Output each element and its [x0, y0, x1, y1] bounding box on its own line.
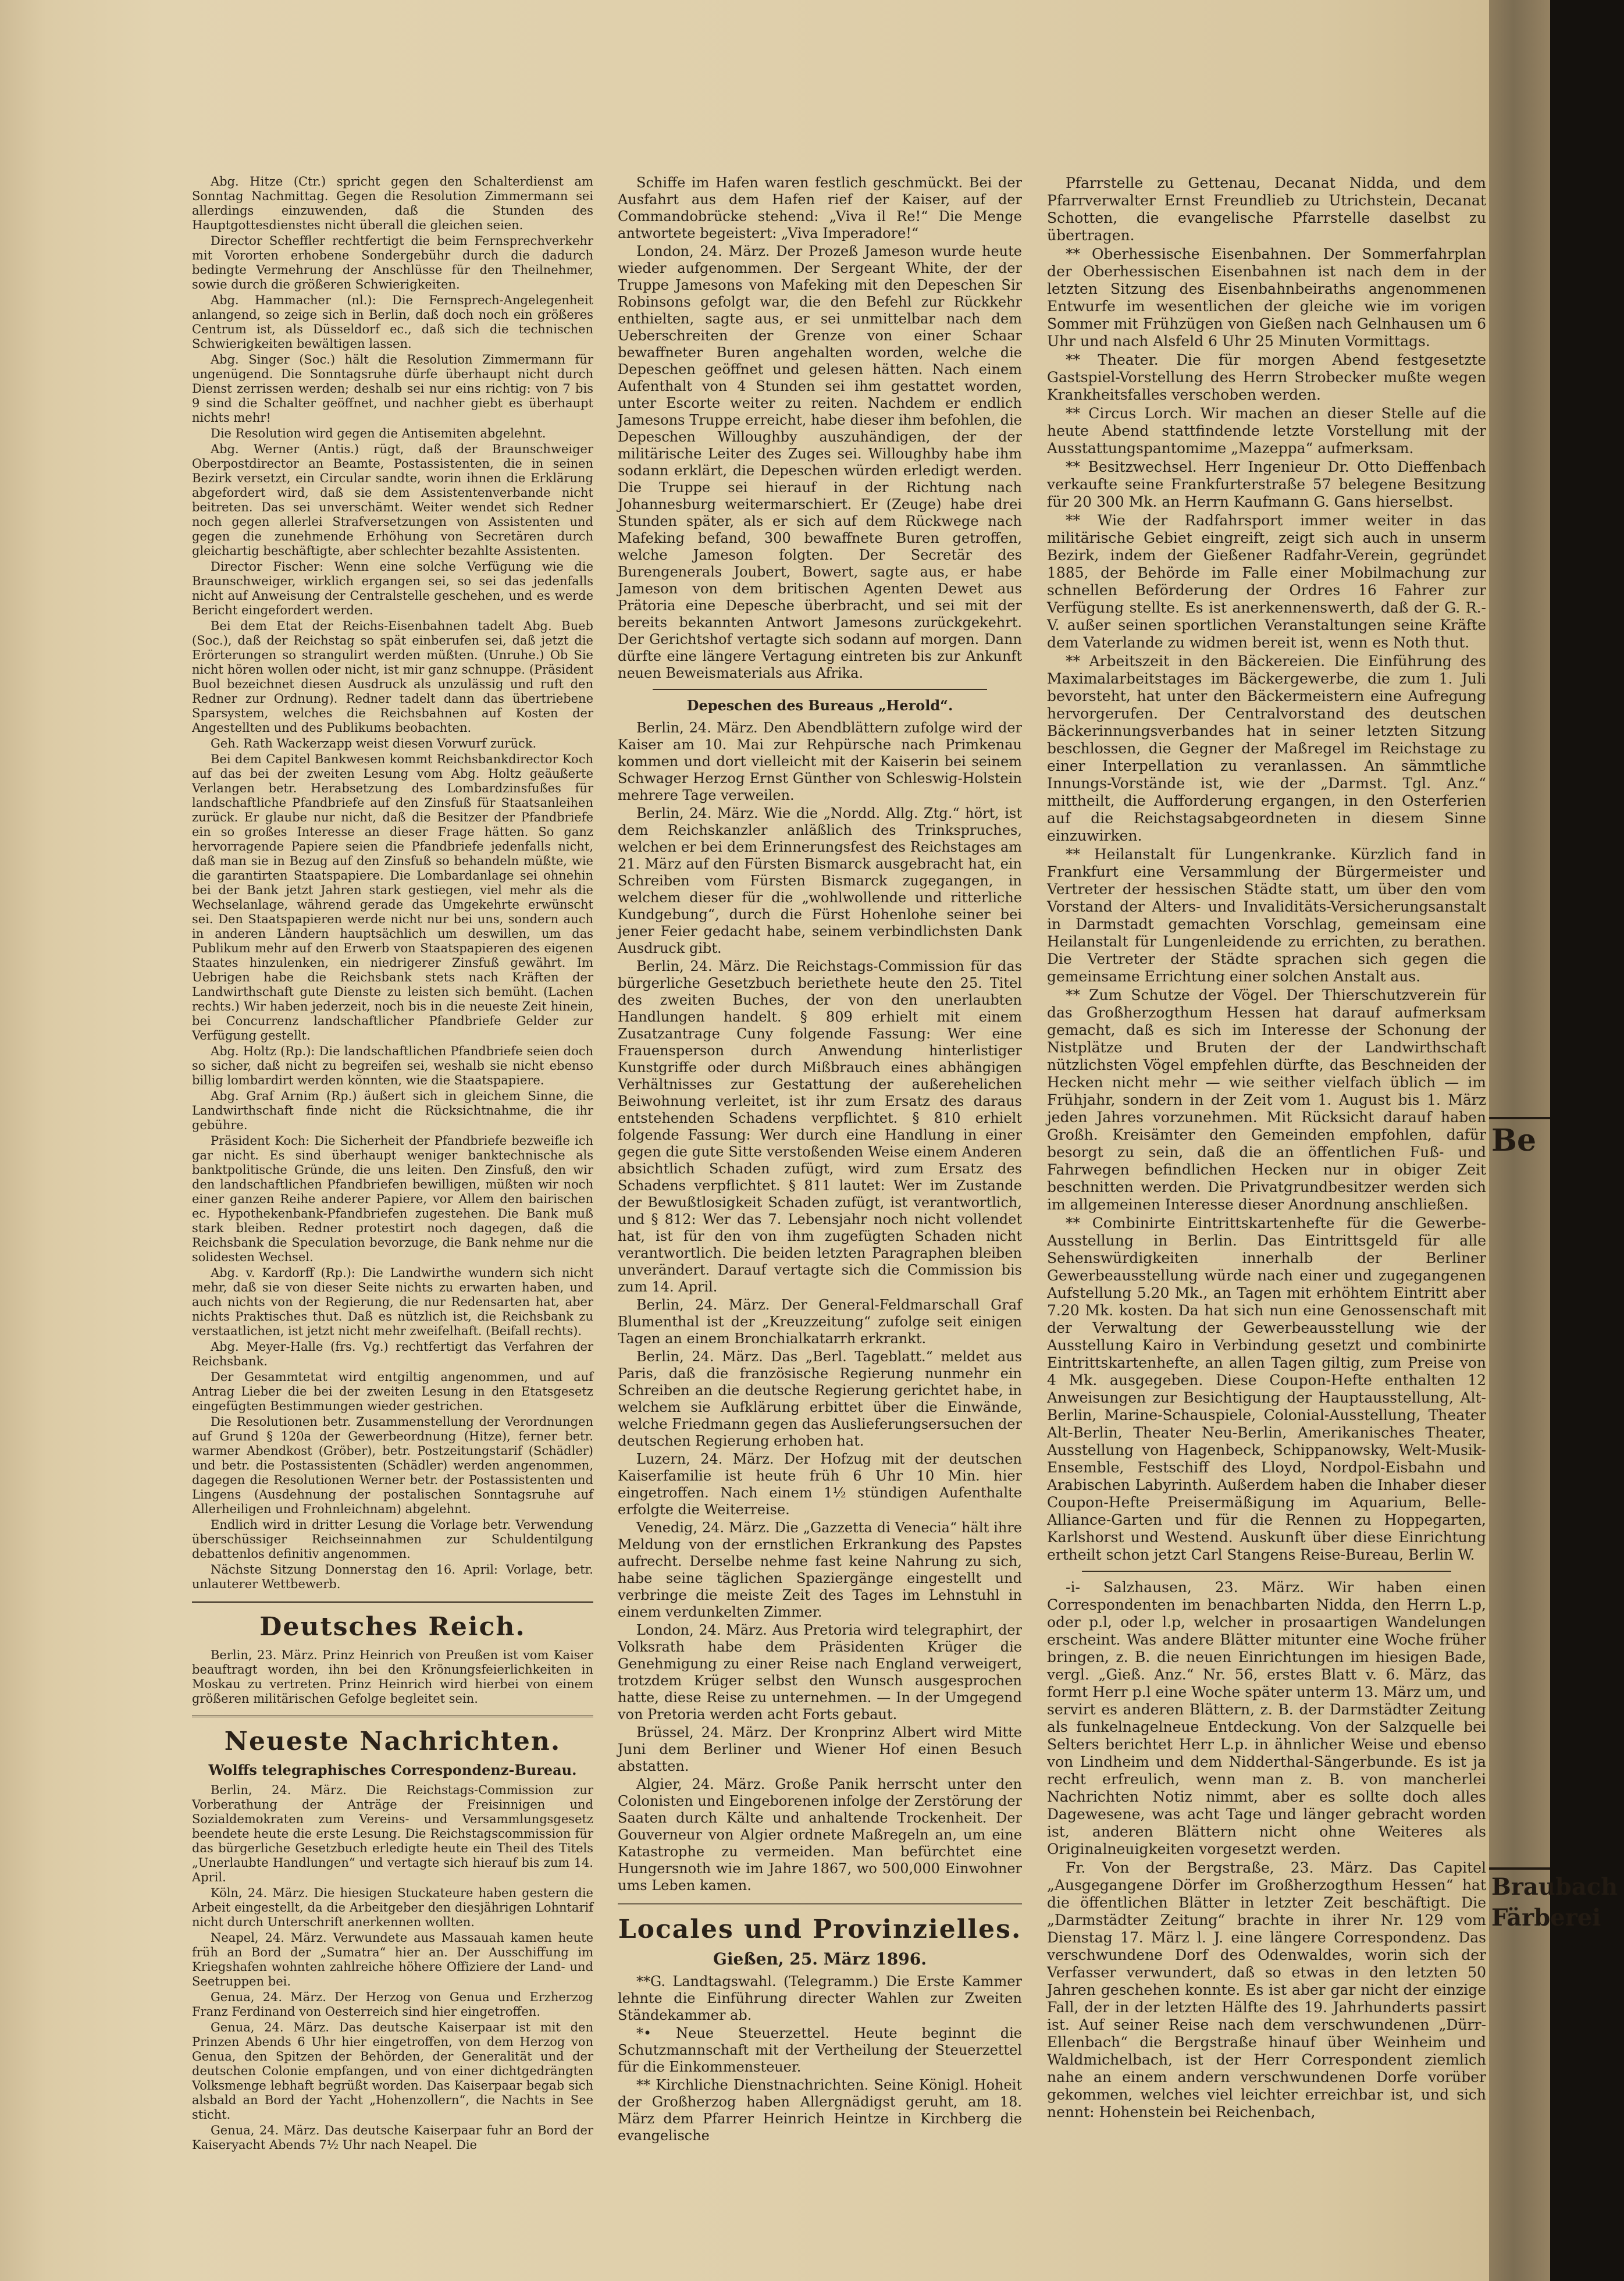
article-paragraph: Director Fischer: Wenn eine solche Verfügung wie die Braunschweiger, wirklich ergangen sei, so sei das jedenfalls nicht auf Anweisung der Centralstelle geschehen, und es werde Bericht eingefordert werden. [192, 560, 593, 617]
advertisement-fragment [1489, 1117, 1550, 1224]
article-paragraph: Fr. Von der Bergstraße, 23. März. Das Capitel „Ausgegangene Dörfer im Großherzogthum Hessen“ hat die öffentlichen Blätter in letzter Zeit beschäftigt. Die „Darmstädter Zeitung“ brachte in ihrer Nr. 129 vom Dienstag 17. März l. J. eine längere Correspondenz. Das verschwundene Dorf des Odenwaldes, worin sich der Verfasser verwundert, daß so etwas in den letzten 50 Jahren geschehen konnte. Es ist aber gar nicht der einzige Fall, der in der letzten Hälfte des 19. Jahrhunderts passirt ist. Auf seiner Reise nach dem verschwundenen „Dürr-Ellenbach“ die Bergstraße hinauf über Weinheim und Waldmichelbach, ist der Herr Correspondent ziemlich nahe an einem andern verschwundenen Dorfe vorüber gekommen, welches viel leichter erreichbar ist, und sich nennt: Hohenstein bei Reichenbach, [1047, 1859, 1486, 2120]
article-paragraph: ** Circus Lorch. Wir machen an dieser Stelle auf die heute Abend stattfindende letzte Vorstellung mit der Ausstattungspantomime „Mazeppa“ aufmerksam. [1047, 405, 1486, 457]
divider [1082, 1571, 1451, 1572]
article-paragraph: Pfarrstelle zu Gettenau, Decanat Nidda, und dem Pfarrverwalter Ernst Freundlieb zu Utrichstein, Decanat Schotten, die evangelische Pfarrstelle daselbst zu übertragen. [1047, 175, 1486, 244]
article-paragraph: ** Wie der Radfahrsport immer weiter in das militärische Gebiet eingreift, zeigt sich auch in unserm Bezirk, indem der Gießener Radfahr-Verein, gegründet 1885, der Behörde im Falle einer Mobilmachung zur schnellen Beförderung der Ordres 16 Fahrer zur Verfügung stellte. Es ist anerkennenswerth, daß der G. R.-V. außer seinen sportlichen Veranstaltungen seine Kräfte dem Vaterlande zu widmen bereit ist, wenn es Noth thut. [1047, 512, 1486, 651]
article-paragraph: Der Gesammtetat wird entgiltig angenommen, und auf Antrag Lieber die bei der zweiten Lesung in den Etatsgesetz eingefügten Bestimmungen wieder gestrichen. [192, 1370, 593, 1413]
article-paragraph: ** Zum Schutze der Vögel. Der Thierschutzverein für das Großherzogthum Hessen hat darauf aufmerksam gemacht, daß es sich im Interesse der Schonung der Nistplätze und Bruten der der Landwirthschaft nützlichsten Vögel empfehlen dürfte, das Beschneiden der Hecken nicht mehr — wie seither vielfach üblich — im Frühjahr, sondern in der Zeit vom 1. August bis 1. März jeden Jahres vorzunehmen. Mit Rücksicht darauf haben Großh. Kreisämter den Gemeinden empfohlen, dafür besorgt zu sein, daß die an öffentlichen Fuß- und Fahrwegen befindlichen Hecken nur in obiger Zeit beschnitten werden. Die Privatgrundbesitzer werden sich im allgemeinen Interesse dieser Anordnung anschließen. [1047, 987, 1486, 1213]
article-paragraph: Neapel, 24. März. Verwundete aus Massauah kamen heute früh an Bord der „Sumatra“ hier an. Der Ausschiffung im Kriegshafen wohnten zahlreiche höhere Offiziere der Land- und Seetruppen bei. [192, 1931, 593, 1988]
article-paragraph: Berlin, 24. März. Den Abendblättern zufolge wird der Kaiser am 10. Mai zur Rehpürsche nach Primkenau kommen und dort vielleicht mit der Kaiserin bei seinem Schwager Herzog Ernst Günther von Schleswig-Holstein mehrere Tage verweilen. [618, 720, 1022, 803]
article-paragraph: Algier, 24. März. Große Panik herrscht unter den Colonisten und Eingeborenen infolge der Zerstörung der Saaten durch Kälte und anhaltende Trockenheit. Der Gouverneur von Algier ordnete Maßregeln an, um eine Katastrophe zu vermeiden. Man befürchtet eine Hungersnoth wie im Jahre 1867, wo 500,000 Einwohner ums Leben kamen. [618, 1776, 1022, 1894]
ad-heading: Be [1491, 1123, 1537, 1158]
article-paragraph: ** Combinirte Eintrittskartenhefte für die Gewerbe-Ausstellung in Berlin. Das Eintrittsgeld für alle Sehenswürdigkeiten innerhalb der Berliner Gewerbeausstellung würde nach einer und zugegangenen Aufstellung 5.20 Mk., an Tagen mit erhöhtem Eintritt aber 7.20 Mk. kosten. Da hat sich nun eine Genossenschaft mit der Verwaltung der Gewerbeausstellung wie der Ausstellung Kairo in Verbindung gesetzt und combinirte Eintrittskartenhefte, an allen Tagen giltig, zum Preise von 4 Mk. ausgegeben. Diese Coupon-Hefte enthalten 12 Anweisungen zur Besichtigung der Hauptausstellung, Alt-Berlin, Marine-Schauspiele, Colonial-Ausstellung, Theater Alt-Berlin, Theater Neu-Berlin, Amerikanisches Theater, Ausstellung von Hagenbeck, Schippanowsky, Welt-Musik-Ensemble, Festschiff des Lloyd, Nordpol-Eisbahn und Arabischen Labyrinth. Außerdem haben die Inhaber dieser Coupon-Hefte Preisermäßigung im Aquarium, Belle-Alliance-Garten und für die Rennen zu Hoppegarten, Karlshorst und Westend. Auskunft über diese Einrichtung ertheilt schon jetzt Carl Stangens Reise-Bureau, Berlin W. [1047, 1215, 1486, 1563]
article-paragraph: London, 24. März. Der Prozeß Jameson wurde heute wieder aufgenommen. Der Sergeant White, der der Truppe Jamesons von Mafeking mit den Depeschen Sir Robinsons gefolgt war, die den Befehl zur Rückkehr enthielten, sagte aus, er sei unmittelbar nach dem Ueberschreiten der Grenze von einer Schaar bewaffneter Buren angehalten worden, welche die Depeschen geöffnet und gelesen hätten. Nach einem Aufenthalt von 4 Stunden sei ihm gestattet worden, unter Escorte weiter zu reiten. Nachdem er endlich Jamesons Truppe erreicht, habe dieser ihm befohlen, die Depeschen Willoughby auszuhändigen, der der militärische Leiter des Zuges sei. Willoughby habe ihm sodann erklärt, die Depeschen würden erledigt werden. Die Truppe sei hierauf in der Richtung nach Johannesburg weitermarschiert. Er (Zeuge) habe drei Stunden später, als er sich auf dem Rückwege nach Mafeking befand, 300 bewaffnete Buren getroffen, welche Jameson folgten. Der Secretär des Burengenerals Joubert, Bowert, sagte aus, er habe Jameson von dem britischen Agenten Dewet aus Prätoria eine Depesche überbracht, und sei mit der bereits bekannten Antwort Jamesons zurückgekehrt. Der Gerichtshof vertagte sich sodann auf morgen. Dann dürfte eine längere Vertagung eintreten bis zur Ankunft neuen Beweismaterials aus Afrika. [618, 243, 1022, 681]
column-rule [192, 1716, 593, 1717]
ad-heading: Braubach [1491, 1873, 1618, 1901]
article-paragraph: Abg. Meyer-Halle (frs. Vg.) rechtfertigt das Verfahren der Reichsbank. [192, 1340, 593, 1368]
article-paragraph: Abg. Hitze (Ctr.) spricht gegen den Schalterdienst am Sonntag Nachmittag. Gegen die Resolution Zimmermann sei allerdings einzuwenden, daß die Stunden des Hauptgottesdienstes nicht überall die gleichen seien. [192, 175, 593, 232]
article-paragraph: Geh. Rath Wackerzapp weist diesen Vorwurf zurück. [211, 736, 537, 750]
local-news-articles [1047, 175, 1486, 1564]
article-paragraph: Genua, 24. März. Das deutsche Kaiserpaar ist mit den Prinzen Abends 6 Uhr hier eingetroffen, von dem Herzog von Genua, den Spitzen der Behörden, der Generalität und der deutschen Colonie empfangen, und von einer dichtgedrängten Volksmenge lebhaft begrüßt worden. Das Kaiserpaar begab sich alsbald an Bord der Yacht „Hohenzollern“, die Nachts in See sticht. [192, 2020, 593, 2122]
article-paragraph: Abg. Hammacher (nl.): Die Fernsprech-Angelegenheit anlangend, so zeige sich in Berlin, daß doch noch ein größeres Centrum ist, als Düsseldorf ec., daß sich die technischen Schwierigkeiten bewältigen lassen. [192, 293, 593, 351]
article-paragraph: ** Heilanstalt für Lungenkranke. Kürzlich fand in Frankfurt eine Versammlung der Bürgermeister und Vertreter der hessischen Städte statt, um über den vom Vorstand der Alters- und Invaliditäts-Versicherungsanstalt in Darmstadt gemachten Vorschlag, gemeinsam eine Heilanstalt für Lungenleidende zu errichten, zu berathen. Die Vertreter der Städte sprachen sich gegen die gemeinsame Errichtung einer solchen Anstalt aus. [1047, 846, 1486, 985]
article-paragraph: Brüssel, 24. März. Der Kronprinz Albert wird Mitte Juni dem Berliner und Wiener Hof einen Besuch abstatten. [618, 1724, 1022, 1774]
neueste-nachrichten-articles [192, 1783, 593, 2152]
article-paragraph: ** Arbeitszeit in den Bäckereien. Die Einführung des Maximalarbeitstages im Bäckergewerbe, die zum 1. Juli bevorsteht, hat unter den Bäckermeistern eine Aufregung hervorgerufen. Der Centralvorstand des deutschen Bäckerinnungsverbandes hat in seiner letzten Sitzung beschlossen, die Gegner der Maßregel im Reichstage zu einer Interpellation zu veranlassen. An sämmtliche Innungs-Vorstände ist, wie der „Darmst. Tgl. Anz.“ mittheilt, die Aufforderung ergangen, in den Osterferien auf die Reichstagsabgeordneten in diesem Sinne einzuwirken. [1047, 653, 1486, 844]
article-paragraph: Bei dem Capitel Bankwesen kommt Reichsbankdirector Koch auf das bei der zweiten Lesung vom Abg. Holtz geäußerte Verlangen betr. Herabsetzung des Lombardzinsfußes für landschaftliche Pfandbriefe auf den Zinsfuß für Staatsanleihen zurück. Er glaube nur nicht, daß die Besitzer der Pfandbriefe ein so großes Interesse an dieser Frage hätten. So ganz hervorragende Papiere seien die Pfandbriefe jedenfalls nicht, daß man sie in Bezug auf den Zinsfuß so behandeln müßte, wie die garantirten Staatspapiere. Die Lombardanlage sei ohnehin bei der Bank jetzt Jahren stark gestiegen, viel mehr als die Wechselanlage, während gerade das Umgekehrte erwünscht sei. Den Staatspapieren werde nicht nur bei uns, sondern auch in anderen Ländern hauptsächlich um deswillen, um das Publikum mehr auf den Erwerb von Staatspapieren des eigenen Staates hinzulenken, ein niedrigerer Zinsfuß gewährt. Im Uebrigen habe die Reichsbank stets nach Kräften der Landwirthschaft gute Dienste zu leisten sich bemüht. (Lachen rechts.) Wir haben jederzeit, noch bis in die neueste Zeit hinein, bei Concurrenz landschaftlicher Pfandbriefe Gelder zur Verfügung gestellt. [192, 752, 593, 1042]
article-paragraph: Bei dem Etat der Reichs-Eisenbahnen tadelt Abg. Bueb (Soc.), daß der Reichstag so spät einberufen sei, daß jetzt die Erörterungen so strangulirt werden müßten. (Unruhe.) Ob Sie nicht hören wollen oder nicht, ist mir ganz schnuppe. (Präsident Buol bezeichnet diesen Ausdruck als unzulässig und ruft den Redner zur Ordnung). Redner tadelt dann das übertriebene Sparsystem, welches die Reichsbahnen auf Kosten der Angestellten und des Publikums beobachten. [192, 619, 593, 735]
article-paragraph: London, 24. März. Aus Pretoria wird telegraphirt, der Volksrath habe dem Präsidenten Krüger die Genehmigung zu einer Reise nach England verweigert, trotzdem Krüger selbst den Wunsch ausgesprochen hatte, diese Reise zu unternehmen. — In der Umgegend von Pretoria werden acht Forts gebaut. [618, 1622, 1022, 1723]
article-paragraph: **G. Landtagswahl. (Telegramm.) Die Erste Kammer lehnte die Einführung directer Wahlen zur Zweiten Ständekammer ab. [618, 1973, 1022, 2023]
locales-articles [618, 1973, 1022, 2144]
article-paragraph: Director Scheffler rechtfertigt die beim Fernsprechverkehr mit Vororten erhobene Sondergebühr durch die dadurch bedingte Vermehrung der Anschlüsse für den Theilnehmer, sowie durch die größeren Schwierigkeiten. [192, 234, 593, 291]
section-title-neueste-nachrichten: Neueste Nachrichten. [224, 1727, 561, 1756]
deutsches-reich-articles [192, 1648, 593, 1706]
section-title-locales: Locales und Provinzielles. [618, 1915, 1022, 1944]
column-3 [1047, 175, 1486, 2122]
section-title-herold: Depeschen des Bureaus „Herold“. [686, 697, 953, 714]
article-paragraph: Luzern, 24. März. Der Hofzug mit der deutschen Kaiserfamilie ist heute früh 6 Uhr 10 Min. hier eingetroffen. Nach einem 1½ stündigen Aufenthalte erfolgte die Weiterreise. [618, 1451, 1022, 1518]
article-paragraph: Endlich wird in dritter Lesung die Vorlage betr. Verwendung überschüssiger Reichseinnahmen zur Schuldentilgung debattenlos definitiv angenommen. [192, 1518, 593, 1561]
column-1 [192, 175, 593, 2154]
parliament-report [192, 175, 593, 1592]
article-paragraph: Abg. Holtz (Rp.): Die landschaftlichen Pfandbriefe seien doch so sicher, daß nicht zu begreifen sei, weshalb sie nicht ebenso billig lombardirt werden könnten, wie die Staatspapiere. [192, 1044, 593, 1087]
article-paragraph: Nächste Sitzung Donnerstag den 16. April: Vorlage, betr. unlauterer Wettbewerb. [192, 1563, 593, 1591]
ad-heading: Färberei [1491, 1904, 1601, 1931]
article-paragraph: Berlin, 23. März. Prinz Heinrich von Preußen ist vom Kaiser beauftragt worden, ihn bei den Krönungsfeierlichkeiten in Moskau zu vertreten. Prinz Heinrich wird hierbei von einem größeren militärischen Gefolge begleitet sein. [192, 1648, 593, 1706]
article-paragraph: Abg. Graf Arnim (Rp.) äußert sich in gleichem Sinne, die Landwirthschaft finde nicht die Rücksichtnahme, die ihr gebühre. [192, 1089, 593, 1132]
section-title-deutsches-reich: Deutsches Reich. [259, 1612, 526, 1642]
article-paragraph: Berlin, 24. März. Wie die „Nordd. Allg. Ztg.“ hört, ist dem Reichskanzler anläßlich des Trinkspruches, welchen er bei dem Erinnerungsfest des Reichstages am 21. März auf den Fürsten Bismarck ausgebracht hat, ein Schreiben vom Fürsten Bismarck zugegangen, in welchem dieser für die „wohlwollende und ritterliche Kundgebung“, durch die Fürst Hohenlohe seiner bei jener Feier gedacht habe, seinem verbindlichsten Dank Ausdruck gibt. [618, 805, 1022, 956]
article-paragraph: Abg. Werner (Antis.) rügt, daß der Braunschweiger Oberpostdirector an Beamte, Postassistenten, die in seinen Bezirk versetzt, ein Circular sandte, worin ihnen die Erklärung abgefordert wird, daß sie dem Assistentenverbande nicht beitreten. Das sei unverschämt. Weiter wendet sich Redner noch gegen allerlei Strafversetzungen von Assistenten und gegen die zunehmende Erhöhung von Secretären durch gleichartig beschäftigte, aber schlechter bezahlte Assistenten. [192, 442, 593, 558]
advertisement-fragment [1489, 1867, 1618, 1974]
article-paragraph: Berlin, 24. März. Das „Berl. Tageblatt.“ meldet aus Paris, daß die französische Regierung nunmehr ein Schreiben an die deutsche Regierung gerichtet habe, in welchem sie Aufklärung erbittet über die Einwände, welche Friedmann gegen das Auslieferungsersuchen der deutschen Regierung erhoben hat. [618, 1348, 1022, 1449]
article-paragraph: Abg. v. Kardorff (Rp.): Die Landwirthe wundern sich nicht mehr, daß sie von dieser Seite nichts zu erwarten haben, und auch nichts von der Regierung, die nur Redensarten hat, aber nichts Praktisches thut. Daß es nützlich ist, die Reichsbank zu verstaatlichen, ist jetzt nicht mehr zweifelhaft. (Beifall rechts). [192, 1266, 593, 1338]
article-paragraph: Köln, 24. März. Die hiesigen Stuckateure haben gestern die Arbeit eingestellt, da die Arbeitgeber den diesjährigen Lohntarif nicht durch Unterschrift anerkennen wollten. [192, 1886, 593, 1929]
column-rule [618, 1903, 1022, 1905]
column-2 [618, 175, 1022, 2145]
dateline-giessen: Gießen, 25. März 1896. [713, 1949, 927, 1969]
article-paragraph: ** Kirchliche Dienstnachrichten. Seine Königl. Hoheit der Großherzog haben Allergnädigst geruht, am 18. März dem Pfarrer Heinrich Heintze in Kirchberg die evangelische [618, 2077, 1022, 2144]
divider [653, 689, 987, 690]
correspondence-articles [1047, 1579, 1486, 2121]
article-paragraph: Berlin, 24. März. Der General-Feldmarschall Graf Blumenthal ist der „Kreuzzeitung“ zufolge seit einigen Tagen an einem Bronchialkatarrh erkrankt. [618, 1297, 1022, 1347]
article-paragraph: Präsident Koch: Die Sicherheit der Pfandbriefe bezweifle ich gar nicht. Es sind überhaupt weniger banktechnische als banktpolitische Gründe, die uns leiten. Den Zinsfuß, den wir den landschaftlichen Pfandbriefen bewilligen, müßten wir noch einer ganzen Reihe anderer Papiere, vor Allem den bairischen ec. Hypothekenbank-Pfandbriefen zugestehen. Die Bank muß stark bleiben. Redner protestirt noch dagegen, daß die Reichsbank die Speculation bevorzuge, die Bank nehme nur die solidesten Wechsel. [192, 1134, 593, 1264]
article-paragraph: Genua, 24. März. Der Herzog von Genua und Erzherzog Franz Ferdinand von Oesterreich sind hier eingetroffen. [192, 1990, 593, 2019]
herold-articles [618, 720, 1022, 1894]
article-paragraph: Berlin, 24. März. Die Reichstags-Commission für das bürgerliche Gesetzbuch beriethete heute den 25. Titel des zweiten Buches, der von den unerlaubten Handlungen handelt. § 809 erhielt mit einem Zusatzantrage Cuny folgende Fassung: Wer eine Frauensperson durch Anwendung hinterlistiger Kunstgriffe oder durch Mißbrauch eines abhängigen Verhältnisses zur Gestattung der außerehelichen Beiwohnung verleitet, ist ihr zum Ersatz des daraus entstehenden Schadens verpflichtet. § 810 erhielt folgende Fassung: Wer durch eine Handlung in einer gegen die gute Sitte verstoßenden Weise einem Anderen absichtlich Schaden zufügt, wird zum Ersatz des Schadens verpflichtet. § 811 lautet: Wer im Zustande der Bewußtlosigkeit Schaden zufügt, ist verantwortlich, und § 812: Wer das 7. Lebensjahr noch nicht vollendet hat, ist für den von ihm zugefügten Schaden nicht verantwortlich. Die beiden letzten Paragraphen bleiben unverändert. Darauf vertagte sich die Commission bis zum 14. April. [618, 958, 1022, 1295]
article-paragraph: Schiffe im Hafen waren festlich geschmückt. Bei der Ausfahrt aus dem Hafen rief der Kaiser, auf der Commandobrücke stehend: „Viva il Re!“ Die Menge antwortete begeistert: „Viva Imperadore!“ [618, 175, 1022, 241]
article-paragraph: Abg. Singer (Soc.) hält die Resolution Zimmermann für ungenügend. Die Sonntagsruhe dürfe überhaupt nicht durch Dienst zerrissen werden; deshalb sei nur eins richtig: von 7 bis 9 sind die Schalter geöffnet, und nachher giebt es überhaupt nichts mehr! [192, 353, 593, 425]
article-paragraph: ** Oberhessische Eisenbahnen. Der Sommerfahrplan der Oberhessischen Eisenbahnen ist nach dem in der letzten Sitzung des Eisenbahnbeiraths angenommenen Entwurfe im wesentlichen der gleiche wie im vorigen Sommer mit Frühzügen von Gießen nach Gelnhausen um 6 Uhr und nach Alsfeld 6 Uhr 25 Minuten Vormittags. [1047, 245, 1486, 350]
article-paragraph: ** Besitzwechsel. Herr Ingenieur Dr. Otto Dieffenbach verkaufte seine Frankfurterstraße 57 belegene Besitzung für 20 300 Mk. an Herrn Kaufmann G. Gans hierselbst. [1047, 458, 1486, 510]
wolff-bureau-subtitle: Wolffs telegraphisches Correspondenz-Bureau. [208, 1762, 577, 1778]
article-paragraph: -i- Salzhausen, 23. März. Wir haben einen Correspondenten im benachbarten Nidda, den Herrn L.p, oder p.l, oder l.p, welcher in prosaartigen Wandelungen erscheint. Was andere Blätter mitunter eine Woche früher bringen, z. B. die neuen Einrichtungen im hiesigen Bade, vergl. „Gieß. Anz.“ Nr. 56, erstes Blatt v. 6. März, das formt Herr p.l eine Woche später unterm 13. März um, und servirt es anderen Blättern, z. B. der Darmstädter Zeitung als funkelnagelneue Entdeckung. Von der Salzquelle bei Selters berichtet Herr L.p. in ähnlicher Weise und ebenso von Lindheim und dem Nidderthal-Sängerbunde. Es ist ja recht erfreulich, wenn man z. B. von mancherlei Nachrichten Notiz nimmt, aber es sollte doch alles Dagewesene, was acht Tage und länger gebracht worden ist, anderen Blättern nicht ohne Weiteres als Originalneuigkeiten vorgesetzt werden. [1047, 1579, 1486, 1857]
article-paragraph: Venedig, 24. März. Die „Gazzetta di Venecia“ hält ihre Meldung von der ernstlichen Erkrankung des Papstes aufrecht. Derselbe nehme fast keine Nahrung zu sich, habe seine täglichen Spaziergänge eingestellt und verbringe die meiste Zeit des Tages im Lehnstuhl in einem verdunkelten Zimmer. [618, 1520, 1022, 1620]
article-paragraph: Die Resolutionen betr. Zusammenstellung der Verordnungen auf Grund § 120a der Gewerbeordnung (Hitze), ferner betr. warmer Abendkost (Gröber), betr. Postzeitungstarif (Schädler) und betr. die Postassistenten (Schädler) werden angenommen, dagegen die Resolutionen Werner betr. der Postassistenten und Lingens (Ausdehnung der postalischen Sonntagsruhe auf Allerheiligen und Frohnleichnam) abgelehnt. [192, 1415, 593, 1516]
article-paragraph: Die Resolution wird gegen die Antisemiten abgelehnt. [211, 426, 546, 440]
article-paragraph: Genua, 24. März. Das deutsche Kaiserpaar fuhr an Bord der Kaiseryacht Abends 7½ Uhr nach Neapel. Die [192, 2123, 593, 2152]
article-paragraph: *• Neue Steuerzettel. Heute beginnt die Schutzmannschaft mit der Vertheilung der Steuerzettel für die Einkommensteuer. [618, 2025, 1022, 2075]
london-report [618, 175, 1022, 682]
article-paragraph: Berlin, 24. März. Die Reichstags-Commission zur Vorberathung der Anträge der Freisinnigen und Sozialdemokraten zum Vereins- und Versammlungsgesetz beendete heute die erste Lesung. Die Reichstagscommission für das bürgerliche Gesetzbuch erledigte heute ein Theil des Titels „Unerlaubte Handlungen“ und vertagte sich hierauf bis zum 14. April. [192, 1783, 593, 1884]
article-paragraph: ** Theater. Die für morgen Abend festgesetzte Gastspiel-Vorstellung des Herrn Strobecker mußte wegen Krankheitsfalles verschoben werden. [1047, 351, 1486, 403]
column-rule [192, 1601, 593, 1603]
